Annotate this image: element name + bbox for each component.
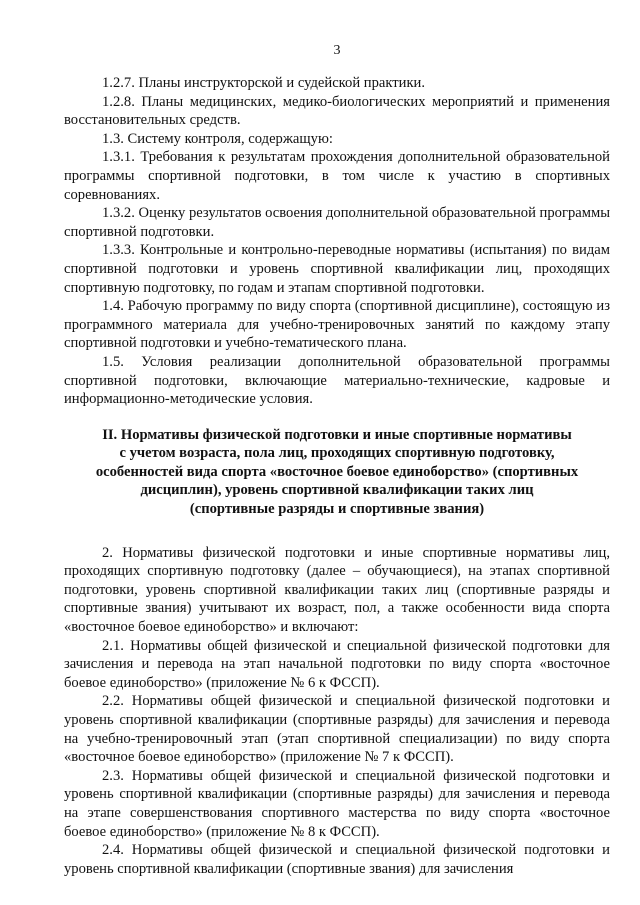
paragraph-1-3-1: 1.3.1. Требования к результатам прохождения дополнительной образовательной программы спортивной подготовки, в том числе к участию в спортивных соревнованиях. [64,149,610,203]
paragraph-1-4: 1.4. Рабочую программу по виду спорта (спортивной дисциплине), состоящую из программного материала для учебно-тренировочных занятий по каждому этапу спортивной подготовки и учебно-тематического плана. [64,298,610,352]
paragraph-2: 2. Нормативы физической подготовки и иные спортивные нормативы лиц, проходящих спортивную подготовку (далее – обучающиеся), на этапах спортивной подготовки, уровень спортивной квалификации таких лиц (спортивные разряды и спортивные звания) учитывают их возраст, пол, а также особенности вида спорта «восточное боевое единоборство» и включают: [64,544,610,636]
section-heading-line: II. Нормативы физической подготовки и иные спортивные нормативы [102,426,572,443]
paragraph-1-2-7: 1.2.7. Планы инструкторской и судейской практики. [102,75,425,91]
body-text-bottom [64,544,610,879]
paragraph-2-2: 2.2. Нормативы общей физической и специальной физической подготовки и уровень спортивной квалификации (спортивные разряды) для зачисления и перевода на учебно-тренировочный этап (этап спортивной специализации) по виду спорта «восточное боевое единоборство» (приложение № 7 к ФССП). [64,693,610,766]
section-heading-line: с учетом возраста, пола лиц, проходящих спортивную подготовку, [119,445,555,462]
section-heading-line: (спортивные разряды и спортивные звания) [189,501,485,518]
page-number: 3 [333,43,341,58]
paragraph-2-1: 2.1. Нормативы общей физической и специальной физической подготовки для зачисления и перевода на этап начальной подготовки по виду спорта «восточное боевое единоборство» (приложение № 6 к ФССП). [64,637,610,691]
paragraph-1-3-3: 1.3.3. Контрольные и контрольно-переводные нормативы (испытания) по видам спортивной подготовки и уровень спортивной квалификации лиц, проходящих спортивную подготовку, по годам и этапам спортивной подготовки. [64,242,610,296]
section-heading-line: особенностей вида спорта «восточное боевое единоборство» (спортивных [95,463,579,480]
paragraph-2-3: 2.3. Нормативы общей физической и специальной физической подготовки и уровень спортивной квалификации (спортивные разряды) для зачисления и перевода на этапе совершенствования спортивного мастерства по виду спорта «восточное боевое единоборство» (приложение № 8 к ФССП). [64,767,610,840]
paragraph-1-3: 1.3. Систему контроля, содержащую: [102,130,333,147]
paragraph-1-3-2: 1.3.2. Оценку результатов освоения дополнительной образовательной программы спортивной подготовки. [64,205,610,240]
paragraph-1-2-8: 1.2.8. Планы медицинских, медико-биологических мероприятий и применения восстановительных средств. [64,93,610,129]
paragraph-2-4: 2.4. Нормативы общей физической и специальной физической подготовки и уровень спортивной квалификации (спортивные звания) для зачисления [64,842,610,877]
paragraph-1-5: 1.5. Условия реализации дополнительной образовательной программы спортивной подготовки, включающие материально-технические, кадровые и информационно-методические условия. [64,353,610,408]
section-heading-line: дисциплин), уровень спортивной квалификации таких лиц [140,482,534,499]
body-text-top [64,74,610,409]
section-heading [64,426,610,519]
